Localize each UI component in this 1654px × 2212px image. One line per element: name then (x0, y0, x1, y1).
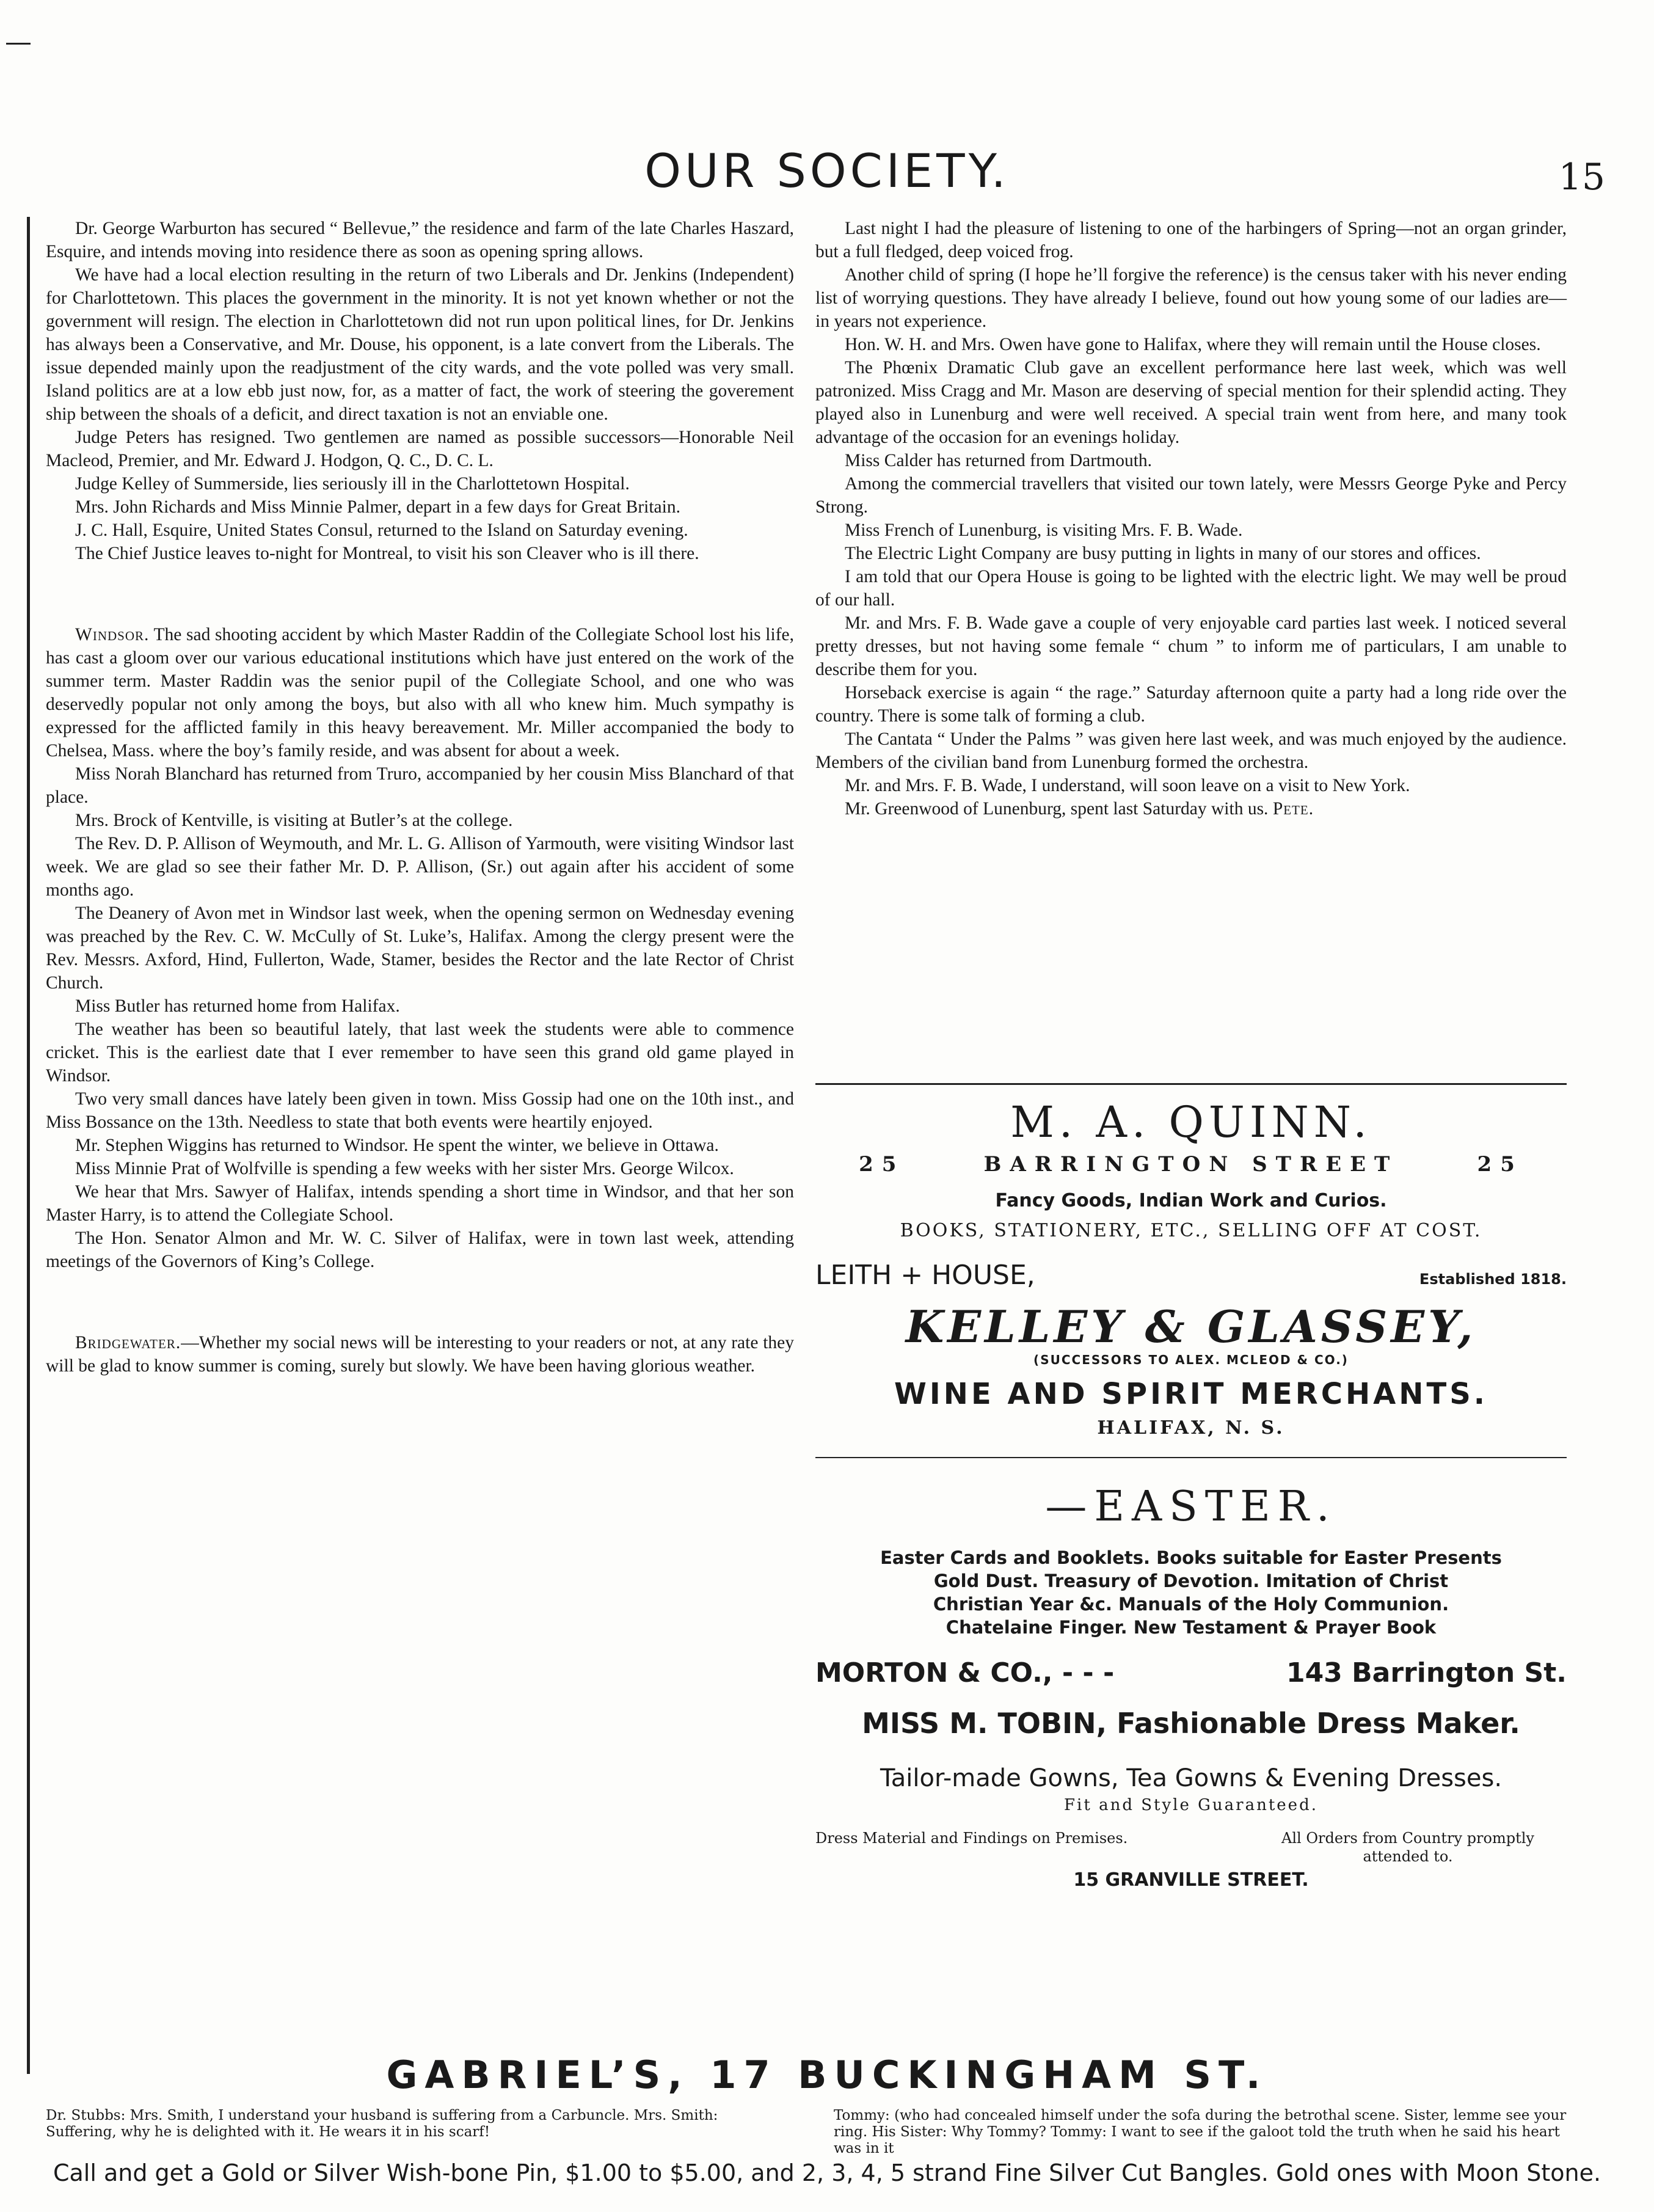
trade-line: WINE AND SPIRIT MERCHANTS. (894, 1377, 1488, 1411)
article-paragraph: Among the commercial travellers that visited our town lately, were Messrs George Pyke and Percy Strong. (815, 474, 1567, 517)
article-paragraph: The Phœnix Dramatic Club gave an excellent performance here last week, which was well patronized. Miss Cragg and Mr. Mason are deserving of special mention for their splendid acting. They played also in Lunenburg and were well received. A special train went from here, and many took advantage of the occasion for an evenings holiday. (815, 358, 1567, 447)
right-column (815, 217, 1567, 820)
morton-row (815, 1657, 1567, 1688)
successors-note: (SUCCESSORS TO ALEX. MCLEOD & CO.) (1033, 1352, 1349, 1367)
article-paragraph: Miss French of Lunenburg, is visiting Mrs. F. B. Wade. (845, 520, 1243, 540)
left-margin-rule (27, 217, 30, 2074)
joke-left: Dr. Stubbs: Mrs. Smith, I understand your husband is suffering from a Carbuncle. Mrs. Smith: Suffering, why he is delighted with it. He wears it in his scarf! (46, 2108, 718, 2140)
article-paragraph: Hon. W. H. and Mrs. Owen have gone to Halifax, where they will remain until the House closes. (845, 335, 1541, 354)
leith-header (815, 1260, 1567, 1291)
paragraph-text: Mr. Greenwood of Lunenburg, spent last Saturday with us. (845, 799, 1269, 819)
divider (815, 1083, 1567, 1085)
easter-line: Gold Dust. Treasury of Devotion. Imitation of Christ (933, 1571, 1449, 1591)
article-paragraph: The Hon. Senator Almon and Mr. W. C. Silver of Halifax, were in town last week, attending meetings of the Governors of King’s College. (46, 1228, 794, 1271)
section-paragraph-bridgewater (46, 1331, 794, 1378)
advertisements (815, 1078, 1567, 1891)
leith-house-advertisement (815, 1260, 1567, 1439)
leith-house-name: LEITH + HOUSE, (815, 1260, 1035, 1291)
section-text: The sad shooting accident by which Master Raddin of the Collegiate School lost his life, has cast a gloom over our various educational institutions which have just entered on the work of the summer term. Master Raddin was the senior pupil of the Collegiate School, and one who was deservedly popular not only among the boys, but also with all who knew him. Much sympathy is expressed for the afflicted family in this heavy bereavement. Mr. Miller accompanied the body to Chelsea, Mass. where the boy’s family reside, and was absent for about a week. (46, 625, 794, 761)
tobin-gowns: Tailor-made Gowns, Tea Gowns & Evening Dresses. (880, 1764, 1503, 1792)
article-paragraph: I am told that our Opera House is going to be lighted with the electric light. We may well be proud of our hall. (815, 567, 1567, 610)
article-paragraph (815, 797, 1567, 820)
section-lead: Bridgewater. (75, 1333, 181, 1352)
page-title: OUR SOCIETY. (644, 144, 1010, 198)
easter-title: —EASTER. (1045, 1483, 1337, 1531)
established-date: Established 1818. (1419, 1271, 1567, 1288)
quinn-name: M. A. QUINN. (1010, 1097, 1372, 1147)
page-header (0, 137, 1654, 211)
section-lead: Windsor. (75, 625, 150, 644)
article-paragraph: Two very small dances have lately been given in town. Miss Gossip had one on the 10th inst., and Miss Bossance on the 13th. Needless to state that both events were heartily enjoyed. (46, 1089, 794, 1132)
article-paragraph: Mr. and Mrs. F. B. Wade gave a couple of very enjoyable card parties last week. I noticed several pretty dresses, but not having some female “ chum ” to inform me of particulars, I am unable to describe them for you. (815, 613, 1567, 679)
tobin-name: MISS M. TOBIN, Fashionable Dress Maker. (862, 1707, 1520, 1740)
article-paragraph: Mrs. Brock of Kentville, is visiting at Butler’s at the college. (75, 811, 513, 830)
article-paragraph: Horseback exercise is again “ the rage.” Saturday afternoon quite a party had a long ride over the country. There is some talk of forming a club. (815, 683, 1567, 726)
article-paragraph: The Rev. D. P. Allison of Weymouth, and Mr. L. G. Allison of Yarmouth, were visiting Windsor last week. We are glad so see their father Mr. D. P. Allison, (Sr.) out again after his accident of some months ago. (46, 834, 794, 900)
tobin-material: Dress Material and Findings on Premises. (815, 1830, 1128, 1847)
left-column (46, 217, 794, 1378)
section-text: —Whether my social news will be interesting to your readers or not, at any rate they will be glad to know summer is coming, surely but slowly. We have been having glorious weather. (46, 1333, 794, 1376)
quinn-address (815, 1152, 1567, 1177)
article-paragraph: Miss Minnie Prat of Wolfville is spending a few weeks with her sister Mrs. George Wilcox. (75, 1159, 734, 1178)
article-paragraph: Miss Norah Blanchard has returned from Truro, accompanied by her cousin Miss Blanchard of that place. (46, 764, 794, 807)
morton-address: 143 Barrington St. (1286, 1657, 1567, 1688)
divider (815, 1457, 1567, 1458)
quinn-advertisement (815, 1097, 1567, 1241)
article-paragraph: Mr. Stephen Wiggins has returned to Windsor. He spent the winter, we believe in Ottawa. (75, 1136, 719, 1155)
joke-right: Tommy: (who had concealed himself under the sofa during the betrothal scene. Sister, lemme see your ring. His Sister: Why Tommy? Tommy: I want to see if the galoot told the truth when he said his heart was in it (834, 2108, 1567, 2156)
street-number: 25 (859, 1152, 905, 1177)
article-paragraph: The Electric Light Company are busy putting in lights in many of our stores and offices. (845, 544, 1481, 563)
article-paragraph: We hear that Mrs. Sawyer of Halifax, intends spending a short time in Windsor, and that her son Master Harry, is to attend the Collegiate School. (46, 1182, 794, 1225)
gabriel-banner: GABRIEL’S, 17 BUCKINGHAM ST. (386, 2053, 1268, 2097)
firm-city: HALIFAX, N. S. (1097, 1417, 1285, 1439)
article-paragraph: Another child of spring (I hope he’ll forgive the reference) is the census taker with his never ending list of worrying questions. They have already I believe, found out how young some of our ladies are—in years not experience. (815, 265, 1567, 331)
quinn-books: BOOKS, STATIONERY, ETC., SELLING OFF AT COST. (900, 1220, 1482, 1241)
tobin-orders: All Orders from Country promptly attended to. (1281, 1830, 1534, 1865)
morton-company: MORTON & CO., - - - (815, 1657, 1115, 1688)
article-paragraph: J. C. Hall, Esquire, United States Consul, returned to the Island on Saturday evening. (75, 520, 688, 540)
page-number: 15 (1558, 156, 1605, 199)
easter-advertisement (815, 1483, 1567, 1688)
easter-line: Chatelaine Finger. New Testament & Prayer Book (945, 1617, 1437, 1638)
street-name: BARRINGTON STREET (983, 1152, 1399, 1177)
gabriel-offer: Call and get a Gold or Silver Wish-bone Pin, $1.00 to $5.00, and 2, 3, 4, 5 strand Fine Silver Cut Bangles. Gold ones with Moon Stone. (53, 2159, 1601, 2186)
article-paragraph: The Cantata “ Under the Palms ” was given here last week, and was much enjoyed by the audience. Members of the civilian band from Lunenburg formed the orchestra. (815, 729, 1567, 772)
article-paragraph: Mr. and Mrs. F. B. Wade, I understand, will soon leave on a visit to New York. (845, 776, 1410, 795)
article-paragraph: Judge Peters has resigned. Two gentlemen are named as possible successors—Honorable Neil Macleod, Premier, and Mr. Edward J. Hodgon, Q. C., D. C. L. (46, 428, 794, 470)
easter-items (815, 1546, 1567, 1639)
corner-mark (6, 43, 31, 45)
street-number: 25 (1477, 1152, 1523, 1177)
tobin-guarantee: Fit and Style Guaranteed. (1064, 1796, 1318, 1814)
easter-line: Christian Year &c. Manuals of the Holy Communion. (933, 1594, 1449, 1615)
tobin-address: 15 GRANVILLE STREET. (1073, 1869, 1309, 1891)
tobin-advertisement (815, 1707, 1567, 1891)
article-paragraph: Miss Calder has returned from Dartmouth. (845, 451, 1153, 470)
signature: Pete. (1272, 799, 1314, 819)
article-paragraph: We have had a local election resulting in the return of two Liberals and Dr. Jenkins (Independent) for Charlottetown. This places the government in the minority. It is not yet known whether or not the government will resign. The election in Charlottetown did not run upon political lines, for Dr. Jenkins has always been a Conservative, and Mr. Douse, his opponent, is a late convert from the Liberals. The issue depended mainly upon the readjustment of the city wards, and the vote polled was very small. Island politics are at a low ebb just now, for, as a matter of fact, the work of steering the goverement ship between the shoals of a deficit, and direct taxation is not an enviable one. (46, 265, 794, 424)
article-paragraph: Last night I had the pleasure of listening to one of the harbingers of Spring—not an organ grinder, but a full fledged, deep voiced frog. (815, 219, 1567, 261)
section-paragraph-windsor (46, 623, 794, 762)
article-paragraph: The Deanery of Avon met in Windsor last week, when the opening sermon on Wednesday evening was preached by the Rev. C. W. McCully of St. Luke’s, Halifax. Among the clergy present were the Rev. Messrs. Axford, Hind, Fullerton, Wade, Stamer, besides the Rector and the late Rector of Christ Church. (46, 903, 794, 993)
quinn-goods: Fancy Goods, Indian Work and Curios. (995, 1190, 1387, 1211)
article-paragraph: The weather has been so beautiful lately, that last week the students were able to commence cricket. This is the earliest date that I ever remember to have seen this grand old game played in Windsor. (46, 1020, 794, 1086)
firm-name: KELLEY & GLASSEY, (905, 1301, 1477, 1352)
article-paragraph: Miss Butler has returned home from Halifax. (75, 996, 400, 1016)
article-paragraph: The Chief Justice leaves to-night for Montreal, to visit his son Cleaver who is ill there. (75, 544, 699, 563)
tobin-details (815, 1829, 1567, 1866)
article-paragraph: Judge Kelley of Summerside, lies seriously ill in the Charlottetown Hospital. (75, 474, 630, 494)
article-paragraph: Mrs. John Richards and Miss Minnie Palmer, depart in a few days for Great Britain. (75, 497, 680, 517)
easter-line: Easter Cards and Booklets. Books suitable for Easter Presents (880, 1547, 1502, 1568)
gabriel-jokes (46, 2108, 1567, 2157)
article-paragraph: Dr. George Warburton has secured “ Bellevue,” the residence and farm of the late Charles Haszard, Esquire, and intends moving into residence there as soon as opening spring allows. (46, 219, 794, 261)
